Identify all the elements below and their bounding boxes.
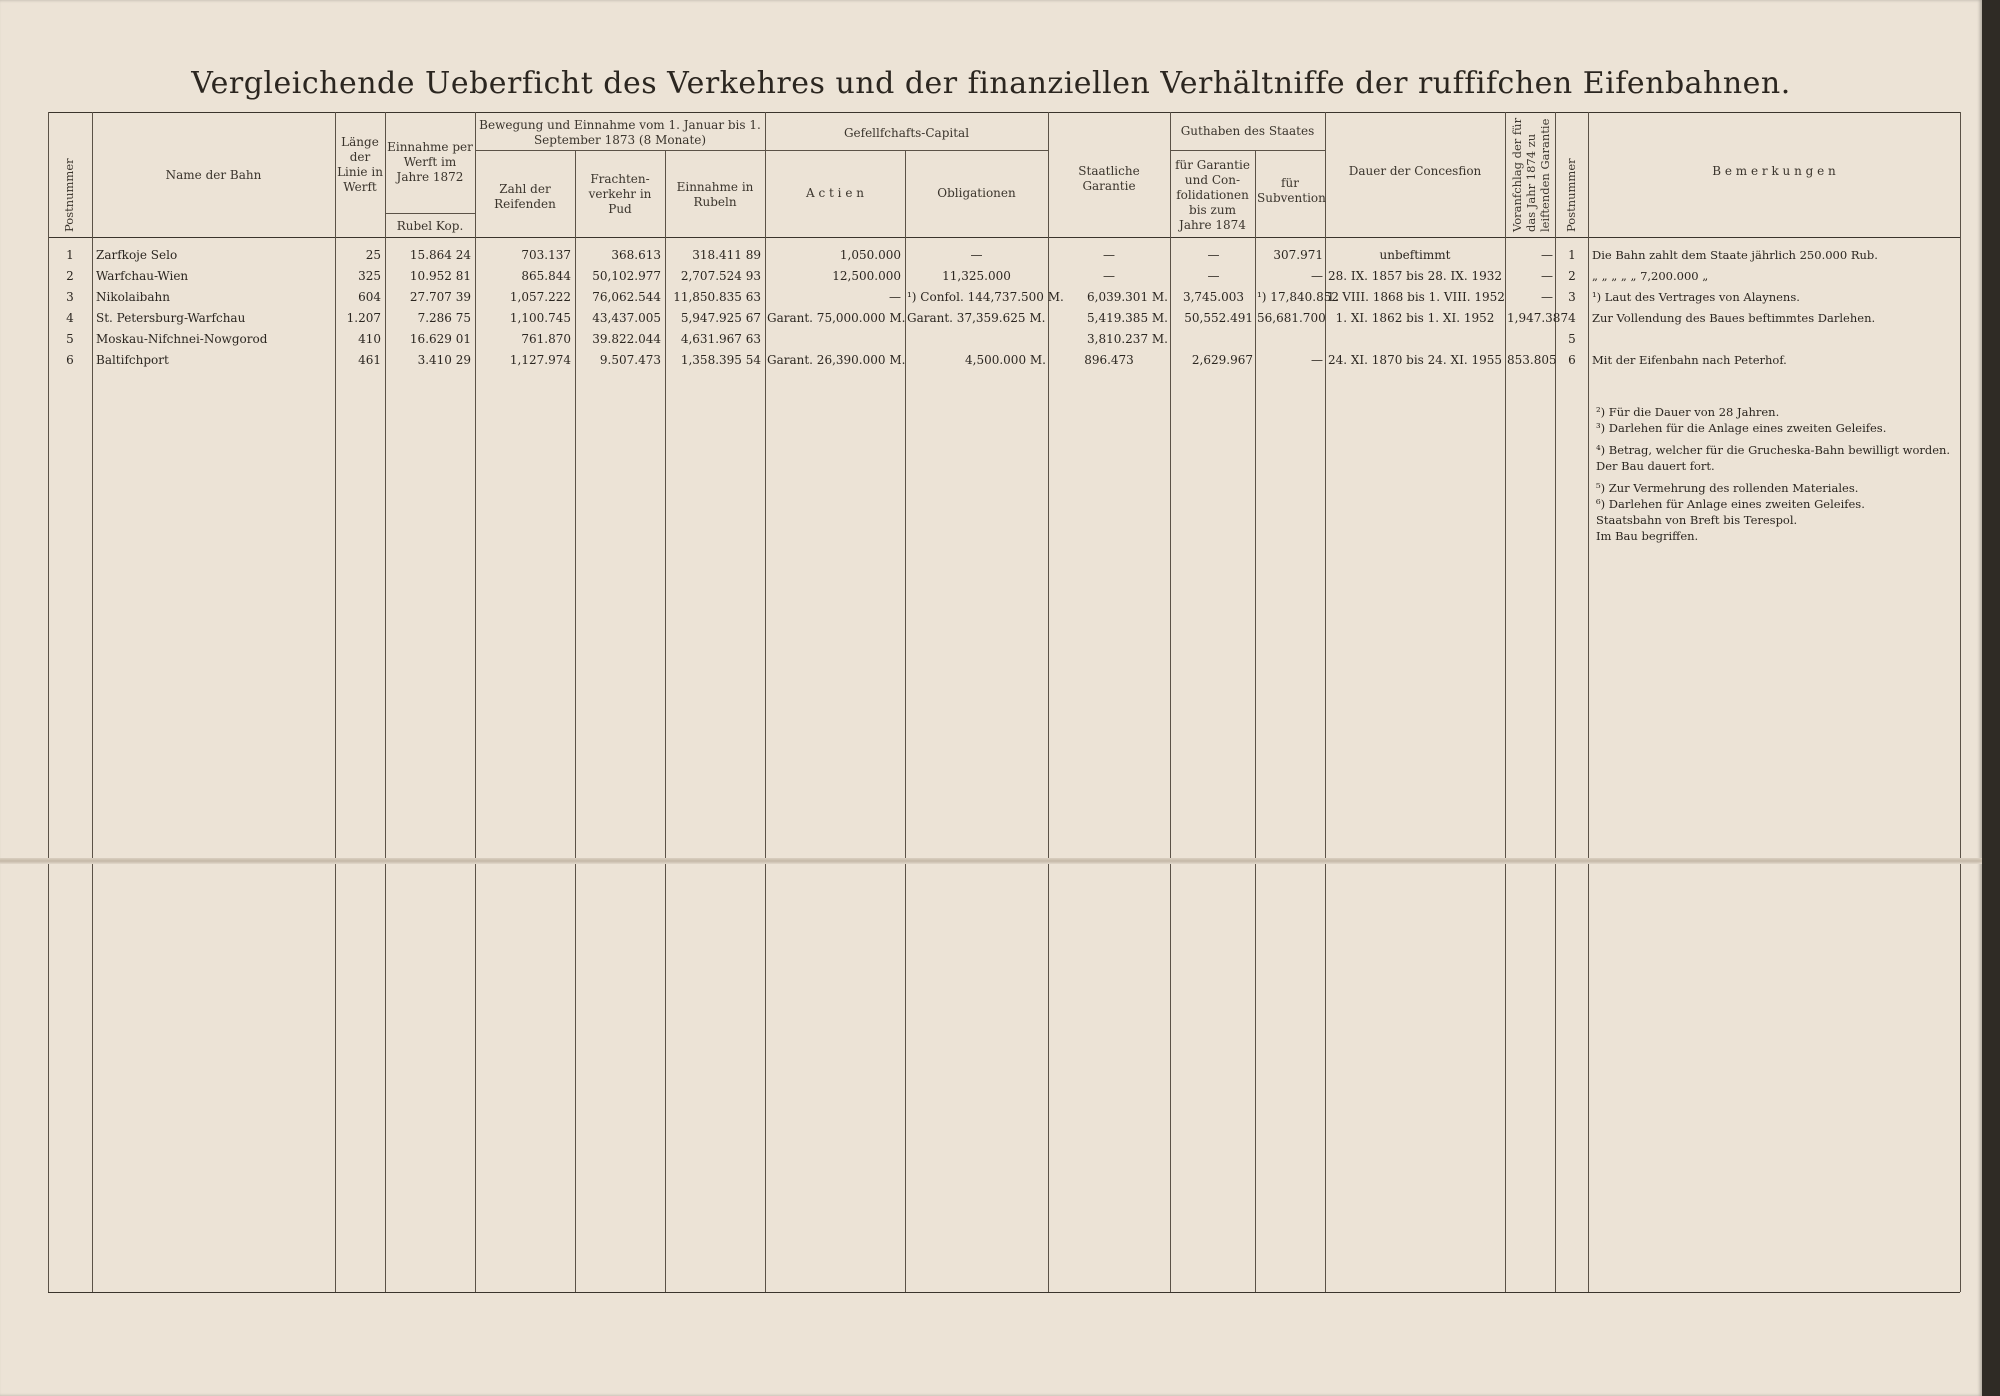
cell-rubeln: 1,358.395 54 bbox=[680, 353, 761, 367]
cell-no-2: 2 bbox=[1568, 269, 1576, 283]
cell-name: St. Petersburg-Warfchau bbox=[96, 311, 246, 325]
cell-frachten: 76,062.544 bbox=[592, 290, 661, 304]
cell-subvention: ¹) 17,840.852 bbox=[1257, 290, 1340, 304]
cell-reisende: 703.137 bbox=[521, 248, 571, 262]
cell-name: Warfchau-Wien bbox=[96, 269, 189, 283]
cell-frachten: 39.822.044 bbox=[592, 332, 661, 346]
note-item: ³) Darlehen für die Anlage eines zweiten Geleifes. bbox=[1596, 421, 1887, 435]
cell-rubeln: 11,850.835 63 bbox=[673, 290, 761, 304]
cell-guthaben: 2,629.967 bbox=[1191, 353, 1253, 367]
cell-voranschlag: 853.805 bbox=[1507, 353, 1557, 367]
column-rule bbox=[1960, 112, 1961, 1292]
cell-garantie: 3,810.237 M. bbox=[1087, 332, 1168, 346]
header-obligationen: Obligationen bbox=[937, 186, 1016, 200]
cell-dauer: 1. VIII. 1868 bis 1. VIII. 1952 bbox=[1327, 290, 1505, 304]
header-einnahme-rubeln: Einnahme in Rubeln bbox=[676, 180, 754, 209]
cell-name: Zarfkoje Selo bbox=[96, 248, 178, 262]
page-title: Vergleichende Ueberficht des Verkehres und der finanziellen Verhältniffe der ruffifchen Eifenbahnen. bbox=[191, 66, 1791, 101]
cell-werst: 16.629 01 bbox=[409, 332, 471, 346]
cell-rubeln: 2,707.524 93 bbox=[680, 269, 761, 283]
cell-werst: 27.707 39 bbox=[409, 290, 471, 304]
cell-laenge: 25 bbox=[365, 248, 381, 262]
header-guthaben-group: Guthaben des Staates bbox=[1180, 124, 1315, 138]
header-frachten: Frachten-verkehr in Pud bbox=[588, 172, 652, 216]
cell-obligationen: 4,500.000 M. bbox=[965, 353, 1046, 367]
cell-voranschlag: — bbox=[1541, 290, 1553, 304]
header-reisende: Zahl der Reifenden bbox=[494, 182, 556, 211]
note-item: Im Bau begriffen. bbox=[1596, 529, 1699, 543]
cell-garantie: 5,419.385 M. bbox=[1087, 311, 1168, 325]
header-capital-group: Gefellfchafts-Capital bbox=[843, 126, 970, 140]
note-item: Staatsbahn von Breft bis Terespol. bbox=[1596, 513, 1798, 527]
cell-name: Baltifchport bbox=[96, 353, 169, 367]
header-dauer: Dauer der Concesfion bbox=[1348, 164, 1482, 178]
paper-fold bbox=[0, 858, 1982, 864]
table-row bbox=[48, 329, 1960, 349]
cell-bemerkung: „ „ „ „ „ 7,200.000 „ bbox=[1592, 269, 1709, 283]
header-voranschlag: Voranfchlag der für das Jahr 1874 zu leiftenden Garantie bbox=[1510, 117, 1552, 232]
cell-laenge: 604 bbox=[358, 290, 381, 304]
cell-laenge: 325 bbox=[358, 269, 381, 283]
cell-frachten: 9.507.473 bbox=[599, 353, 661, 367]
cell-reisende: 1,057.222 bbox=[509, 290, 571, 304]
table-row bbox=[48, 266, 1960, 286]
cell-rubeln: 5,947.925 67 bbox=[680, 311, 761, 325]
note-item: ⁴) Betrag, welcher für die Grucheska-Bahn bewilligt worden. bbox=[1596, 443, 1951, 457]
cell-actien: Garant. 26,390.000 M. bbox=[767, 353, 906, 367]
cell-rubeln: 318.411 89 bbox=[692, 248, 761, 262]
note-item: Der Bau dauert fort. bbox=[1596, 459, 1715, 473]
table-bottom-rule bbox=[48, 1292, 1960, 1293]
cell-bemerkung: Die Bahn zahlt dem Staate jährlich 250.000 Rub. bbox=[1592, 248, 1878, 262]
cell-obligationen: Garant. 37,359.625 M. bbox=[907, 311, 1046, 325]
cell-dauer: 24. XI. 1870 bis 24. XI. 1955 bbox=[1327, 353, 1502, 367]
cell-frachten: 368.613 bbox=[611, 248, 661, 262]
note-item: ⁶) Darlehen für Anlage eines zweiten Geleifes. bbox=[1596, 497, 1865, 511]
cell-dauer: 28. IX. 1857 bis 28. IX. 1932 bbox=[1327, 269, 1502, 283]
cell-guthaben: — bbox=[1207, 269, 1220, 283]
note-item: ²) Für die Dauer von 28 Jahren. bbox=[1596, 405, 1780, 419]
cell-no-2: 1 bbox=[1568, 248, 1576, 262]
cell-laenge: 1.207 bbox=[346, 311, 381, 325]
cell-no: 1 bbox=[66, 248, 74, 262]
group-rule bbox=[475, 150, 765, 151]
cell-garantie: — bbox=[1103, 269, 1115, 283]
cell-obligationen: ¹) Confol. 144,737.500 M. bbox=[907, 290, 1064, 304]
cell-name: Moskau-Nifchnei-Nowgorod bbox=[96, 332, 268, 346]
cell-no: 5 bbox=[66, 332, 74, 346]
cell-no-2: 4 bbox=[1568, 311, 1576, 325]
cell-actien: Garant. 75,000.000 M. bbox=[767, 311, 906, 325]
cell-reisende: 1,100.745 bbox=[509, 311, 571, 325]
cell-guthaben: — bbox=[1207, 248, 1220, 262]
cell-dauer: unbeftimmt bbox=[1379, 248, 1451, 262]
header-garantie: Staatliche Garantie bbox=[1078, 164, 1140, 193]
cell-obligationen: — bbox=[970, 248, 983, 262]
cell-guthaben: 3,745.003 bbox=[1182, 290, 1245, 304]
cell-obligationen: 11,325.000 bbox=[942, 269, 1011, 283]
cell-no-2: 6 bbox=[1568, 353, 1576, 367]
cell-actien: 12,500.000 bbox=[832, 269, 901, 283]
cell-werst: 3.410 29 bbox=[417, 353, 471, 367]
cell-laenge: 410 bbox=[358, 332, 381, 346]
header-einnahme-werst: Einnahme per Werft im Jahre 1872 bbox=[387, 140, 473, 184]
cell-werst: 10.952 81 bbox=[409, 269, 471, 283]
cell-no-2: 3 bbox=[1568, 290, 1576, 304]
cell-laenge: 461 bbox=[358, 353, 381, 367]
header-postnummer: Postnummer bbox=[62, 158, 76, 232]
header-bemerkungen: B e m e r k u n g e n bbox=[1712, 164, 1836, 178]
cell-garantie: 6,039.301 M. bbox=[1087, 290, 1168, 304]
cell-garantie: 896.473 bbox=[1084, 353, 1134, 367]
cell-werst: 7.286 75 bbox=[417, 311, 471, 325]
cell-subvention: 56,681.700 bbox=[1257, 311, 1326, 325]
cell-bemerkung: ¹) Laut des Vertrages von Alaynens. bbox=[1592, 290, 1800, 304]
table-row bbox=[48, 287, 1960, 307]
cell-voranschlag: — bbox=[1541, 248, 1553, 262]
cell-reisende: 761.870 bbox=[521, 332, 571, 346]
cell-actien: — bbox=[889, 290, 901, 304]
header-laenge: Länge der Linie in Werft bbox=[337, 135, 383, 194]
cell-bemerkung: Mit der Eifenbahn nach Peterhof. bbox=[1592, 353, 1787, 367]
cell-garantie: — bbox=[1103, 248, 1115, 262]
cell-subvention: — bbox=[1311, 353, 1323, 367]
cell-guthaben: 50,552.491 bbox=[1184, 311, 1253, 325]
cell-no: 6 bbox=[66, 353, 74, 367]
cell-werst: 15.864 24 bbox=[409, 248, 471, 262]
cell-name: Nikolaibahn bbox=[96, 290, 170, 304]
cell-bemerkung: Zur Vollendung des Baues beftimmtes Darlehen. bbox=[1592, 311, 1876, 325]
table-row bbox=[48, 245, 1960, 265]
header-actien: A c t i e n bbox=[806, 186, 864, 200]
cell-dauer: 1. XI. 1862 bis 1. XI. 1952 bbox=[1335, 311, 1495, 325]
header-name: Name der Bahn bbox=[165, 168, 262, 182]
note-item: ⁵) Zur Vermehrung des rollenden Materiales. bbox=[1596, 481, 1859, 495]
cell-reisende: 1,127.974 bbox=[509, 353, 571, 367]
group-rule bbox=[765, 150, 1048, 151]
table-row bbox=[48, 350, 1960, 370]
group-rule bbox=[1170, 150, 1325, 151]
header-bewegung-group: Bewegung und Einnahme vom 1. Januar bis 1. September 1873 (8 Monate) bbox=[479, 118, 761, 147]
header-postnummer-2: Postnummer bbox=[1564, 158, 1578, 232]
cell-subvention: 307.971 bbox=[1273, 248, 1323, 262]
cell-no: 4 bbox=[66, 311, 74, 325]
cell-no: 2 bbox=[66, 269, 74, 283]
table-row bbox=[48, 308, 1960, 328]
cell-no-2: 5 bbox=[1568, 332, 1576, 346]
cell-actien: 1,050.000 bbox=[839, 248, 901, 262]
cell-no: 3 bbox=[66, 290, 74, 304]
header-subvention: für Subvention bbox=[1257, 176, 1326, 205]
cell-voranschlag: 1,947.387 bbox=[1507, 311, 1569, 325]
cell-frachten: 43,437.005 bbox=[592, 311, 661, 325]
cell-frachten: 50,102.977 bbox=[592, 269, 661, 283]
cell-voranschlag: — bbox=[1541, 269, 1553, 283]
cell-reisende: 865.844 bbox=[521, 269, 571, 283]
cell-subvention: — bbox=[1311, 269, 1323, 283]
unit-rule bbox=[385, 213, 475, 214]
cell-rubeln: 4,631.967 63 bbox=[680, 332, 761, 346]
header-guthaben-garantie: für Garantie und Con-folidationen bis zum Jahre 1874 bbox=[1175, 158, 1250, 232]
notes-block bbox=[1596, 404, 1956, 544]
header-einnahme-unit: Rubel Kop. bbox=[396, 219, 464, 233]
